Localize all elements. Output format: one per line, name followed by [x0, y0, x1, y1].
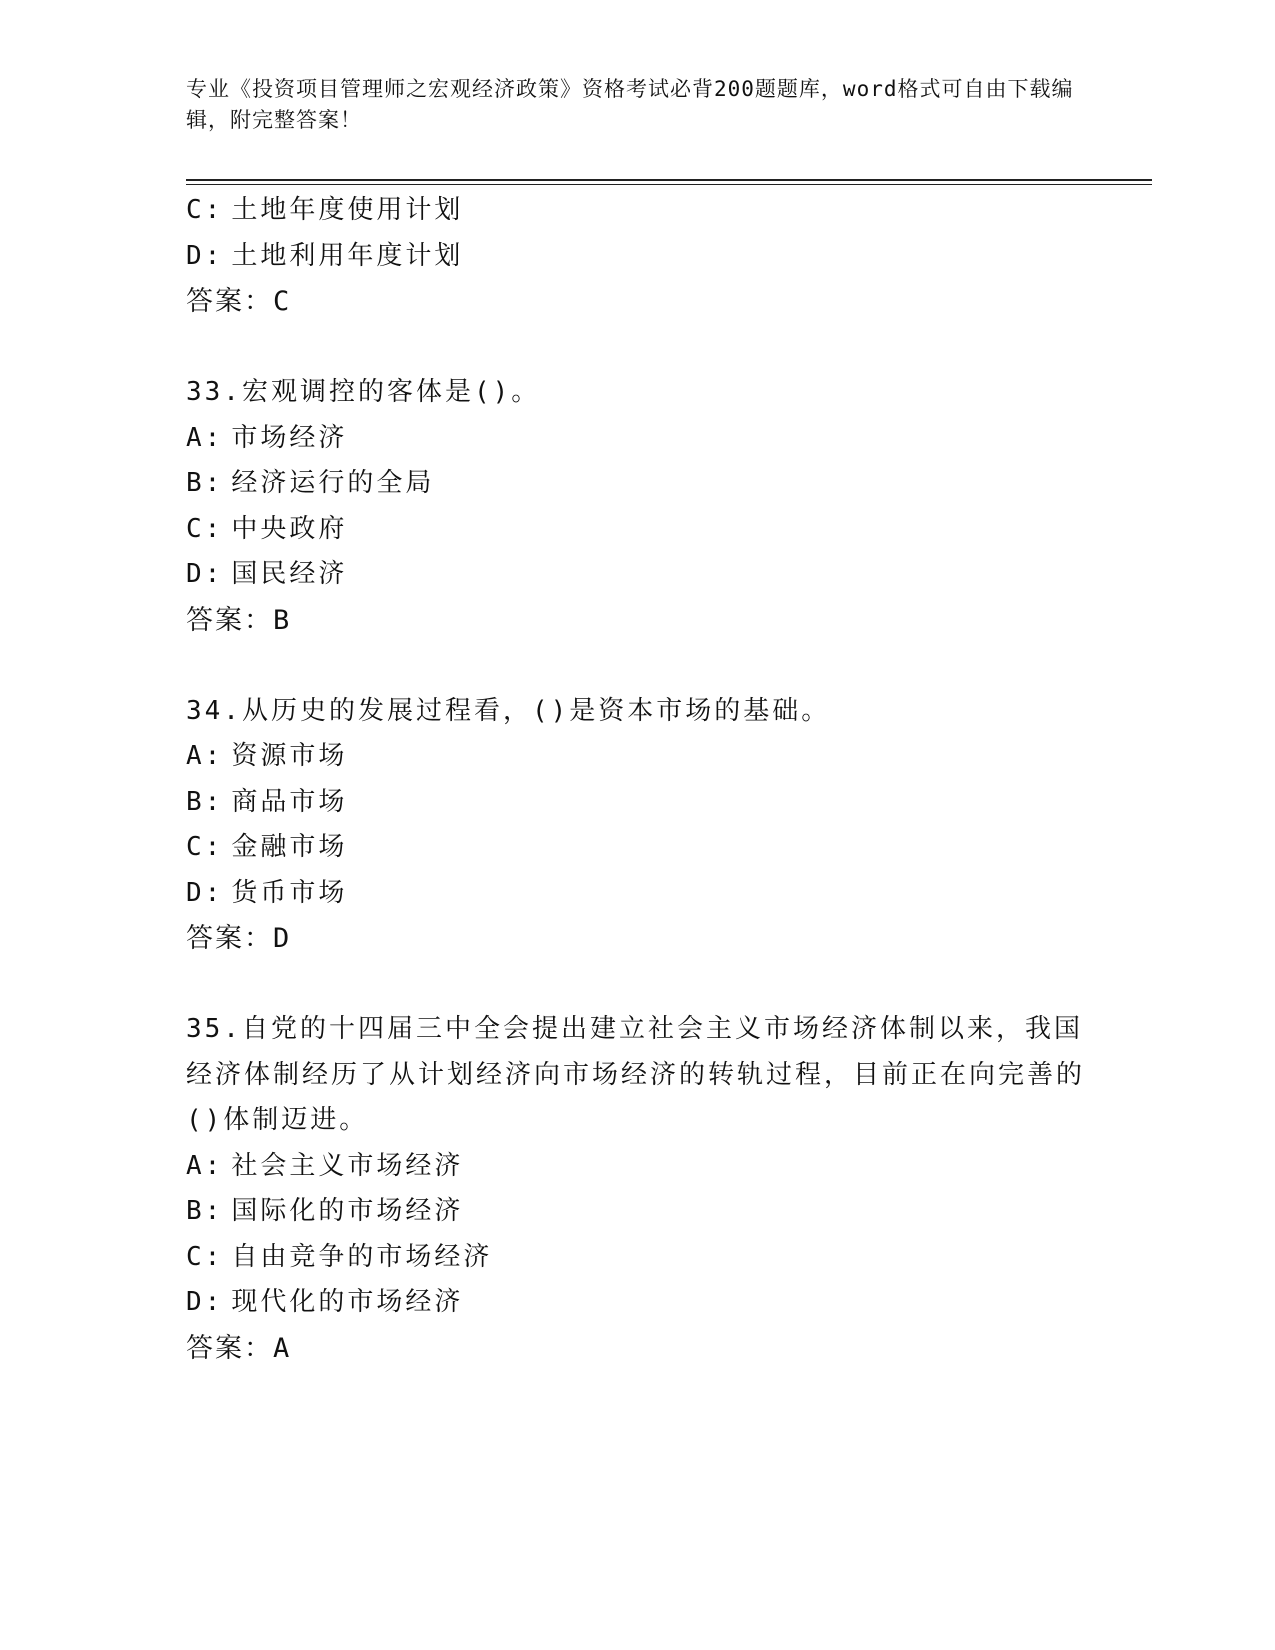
option-a [186, 1144, 1086, 1190]
question-list [186, 188, 1086, 1371]
option-b [186, 780, 1086, 826]
option-text: 国际化的市场经济 [231, 1196, 464, 1226]
option-text: 经济运行的全局 [231, 468, 435, 498]
option-label: A: [186, 422, 224, 453]
option-label: B: [186, 1196, 224, 1226]
option-label: C: [186, 513, 224, 544]
option-label: D: [186, 240, 224, 271]
option-label: C: [186, 832, 224, 862]
option-text: 现代化的市场经济 [231, 1287, 464, 1317]
option-c [186, 1235, 1086, 1281]
option-b [186, 461, 1086, 507]
option-text: 货币市场 [231, 877, 348, 908]
option-label: C: [186, 1241, 224, 1272]
spacer [186, 643, 1086, 689]
option-label: A: [186, 741, 224, 771]
option-a [186, 734, 1086, 780]
option-text: 土地年度使用计划 [231, 195, 464, 225]
option-label: C: [186, 195, 224, 225]
answer-line: 答案：A [186, 1332, 292, 1364]
option-a [186, 416, 1086, 462]
option-b [186, 1189, 1086, 1235]
option-label: B: [186, 468, 224, 498]
option-d [186, 1280, 1086, 1326]
spacer [186, 325, 1086, 371]
question-stem: 33.宏观调控的客体是()。 [186, 377, 541, 407]
option-text: 金融市场 [231, 832, 348, 862]
option-text: 资源市场 [231, 741, 348, 771]
answer-line: 答案：B [186, 604, 292, 636]
option-text: 市场经济 [231, 422, 348, 453]
option-label: B: [186, 786, 224, 817]
option-c [186, 825, 1086, 871]
header-rule-thick [186, 179, 1152, 181]
question-stem: 35.自党的十四届三中全会提出建立社会主义市场经济体制以来，我国经济体制经历了从计划经济向市场经济的转轨过程，目前正在向完善的()体制迈进。 [186, 1014, 1086, 1135]
option-text: 自由竞争的市场经济 [231, 1241, 493, 1272]
option-text: 国民经济 [231, 559, 348, 589]
answer-line: 答案：D [186, 923, 292, 954]
option-text: 商品市场 [231, 786, 348, 817]
spacer [186, 962, 1086, 1008]
option-label: D: [186, 1287, 224, 1317]
option-text: 社会主义市场经济 [231, 1150, 464, 1181]
option-c [186, 188, 1086, 234]
option-d [186, 234, 1086, 280]
option-c [186, 507, 1086, 553]
question-stem: 34.从历史的发展过程看，()是资本市场的基础。 [186, 695, 831, 726]
answer-line: 答案：C [186, 286, 292, 317]
option-label: D: [186, 877, 224, 908]
document-header: 专业《投资项目管理师之宏观经济政策》资格考试必背200题题库，word格式可自由下载编辑，附完整答案！ [186, 77, 1074, 132]
option-text: 中央政府 [231, 513, 348, 544]
option-label: D: [186, 559, 224, 589]
header-rule-thin [186, 184, 1152, 185]
option-label: A: [186, 1150, 224, 1181]
option-d [186, 871, 1086, 917]
option-d [186, 552, 1086, 598]
option-text: 土地利用年度计划 [231, 240, 464, 271]
